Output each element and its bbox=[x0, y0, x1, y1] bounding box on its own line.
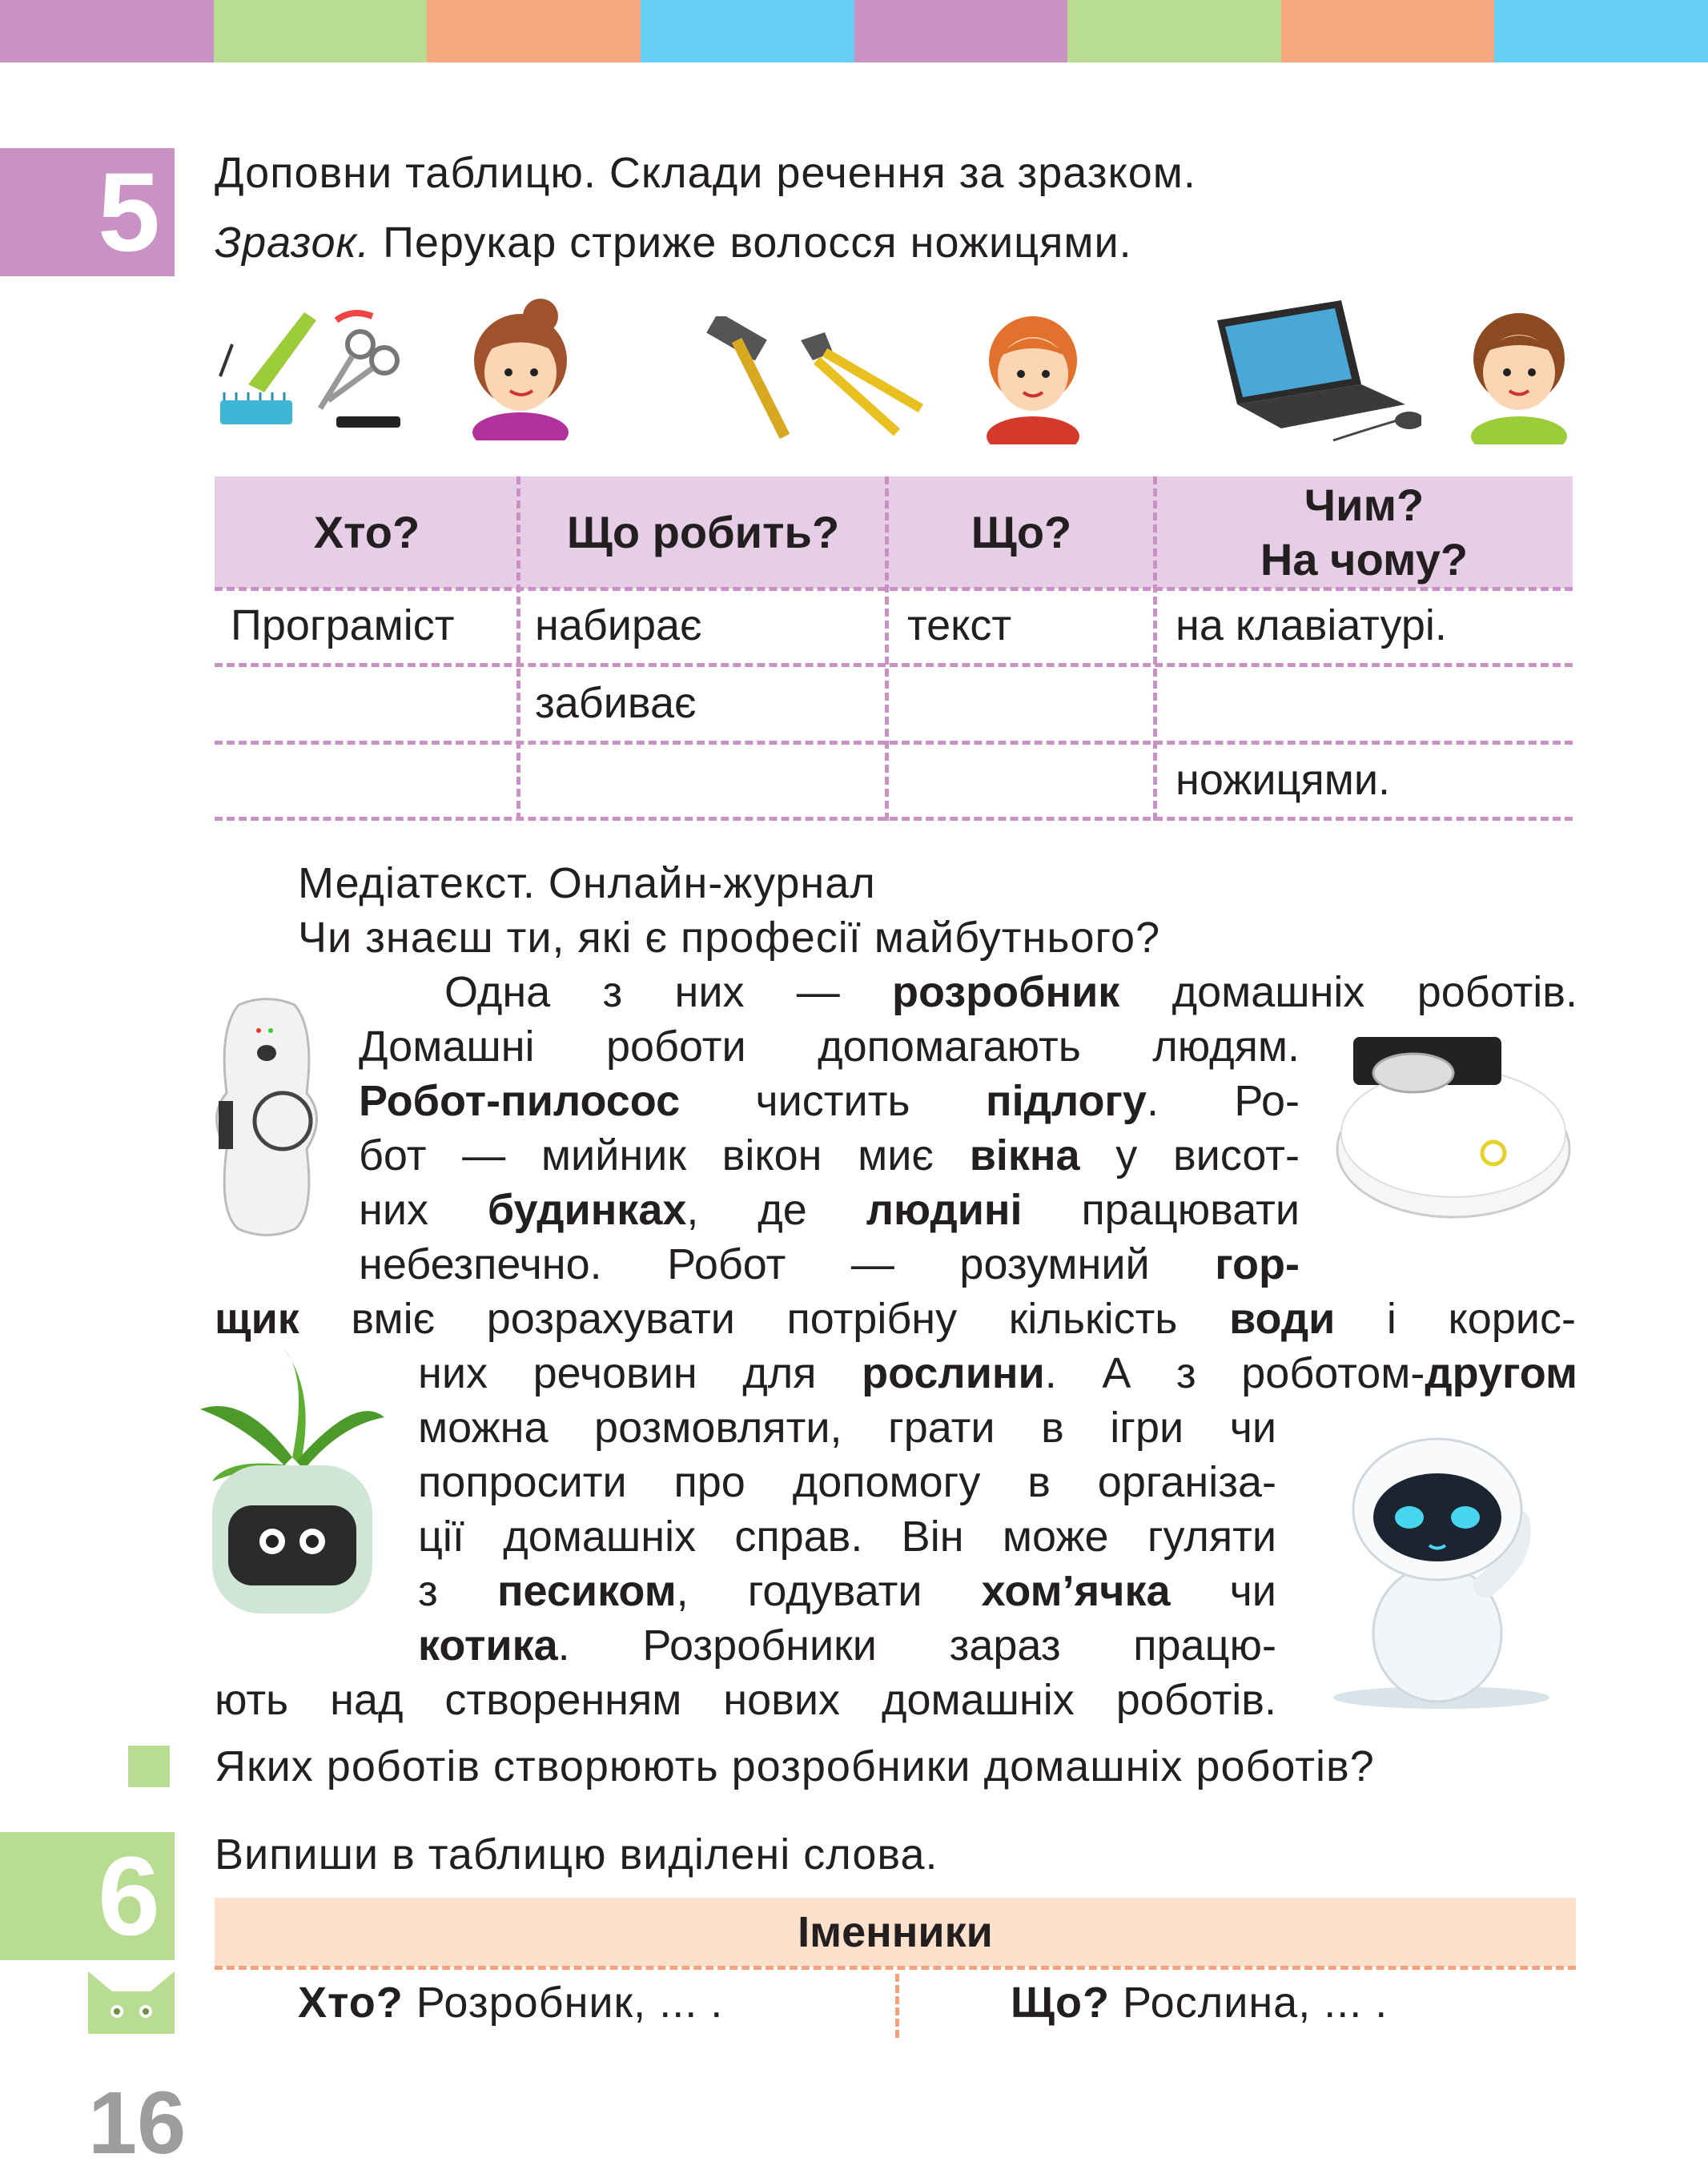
article-line: ції домашніх справ. Він може гуляти bbox=[418, 1513, 1276, 1561]
nouns-table-header: Іменники bbox=[215, 1898, 1576, 1967]
robot-vacuum-icon bbox=[1333, 1029, 1573, 1225]
media-question: Чи знаєш ти, які є професії майбутнього? bbox=[298, 914, 1161, 962]
boy-programmer-icon bbox=[1461, 296, 1577, 444]
stripe bbox=[1494, 0, 1708, 62]
smart-plant-pot-robot-icon bbox=[196, 1345, 388, 1617]
row-divider bbox=[215, 741, 1573, 745]
who-value[interactable]: Розробник, ... . bbox=[416, 1979, 724, 2027]
what-label: Що? bbox=[1011, 1979, 1110, 2027]
article-line: Робот-пилосос чистить підлогу. Ро- bbox=[359, 1077, 1300, 1125]
header-with-what bbox=[1155, 476, 1573, 589]
girl-hairdresser-icon bbox=[460, 296, 581, 440]
header-color-stripes bbox=[0, 0, 1708, 62]
exercise-5-badge: 5 bbox=[0, 148, 175, 276]
header-what: Що? bbox=[971, 507, 1072, 557]
exercise-6-badge: 6 bbox=[0, 1832, 175, 1960]
stripe bbox=[427, 0, 641, 62]
row-divider bbox=[215, 817, 1573, 821]
article-line: небезпечно. Робот — розумний гор- bbox=[359, 1240, 1300, 1288]
stripe bbox=[641, 0, 854, 62]
header-what-does: Що робить? bbox=[566, 507, 840, 557]
table-cell: забиває bbox=[535, 679, 697, 727]
header-with-what-line1: Чим? bbox=[1304, 480, 1425, 530]
laptop-and-mouse-icon bbox=[1213, 296, 1421, 444]
cat-face-icon bbox=[88, 1971, 175, 2034]
exercise-5-sample bbox=[215, 218, 1132, 267]
table-cell: набирає bbox=[535, 601, 702, 649]
column-divider bbox=[885, 476, 889, 821]
window-cleaning-robot-icon bbox=[207, 997, 327, 1237]
sample-label: Зразок. bbox=[215, 219, 371, 267]
boy-worker-icon bbox=[977, 300, 1089, 444]
article-line: них будинках, де людині працювати bbox=[359, 1186, 1300, 1234]
article-line: ють над створенням нових домашніх роботів. bbox=[215, 1676, 1276, 1724]
sample-text: Перукар стриже волосся ножицями. bbox=[383, 219, 1132, 267]
article-line: з песиком, годувати хом’ячка чи bbox=[418, 1567, 1276, 1615]
column-divider bbox=[1153, 476, 1157, 821]
article-line: бот — мийник вікон миє вікна у висот- bbox=[359, 1131, 1300, 1179]
table-cell: Програміст bbox=[231, 601, 455, 649]
header-on-what-line2: На чому? bbox=[1260, 534, 1469, 585]
article-line: котика. Розробники зараз працю- bbox=[418, 1621, 1276, 1670]
who-label: Хто? bbox=[298, 1979, 404, 2027]
article-line: Одна з них — розробник домашніх роботів. bbox=[444, 968, 1577, 1016]
exercise-6-instruction: Випиши в таблицю виділені слова. bbox=[215, 1830, 938, 1879]
what-row bbox=[1011, 1978, 1388, 2027]
page-number: 16 bbox=[88, 2074, 187, 2172]
stripe bbox=[1281, 0, 1495, 62]
row-divider bbox=[215, 663, 1573, 667]
friend-robot-icon bbox=[1333, 1433, 1553, 1710]
column-divider bbox=[895, 1974, 899, 2038]
hammer-and-pliers-icon bbox=[705, 316, 929, 444]
row-divider bbox=[215, 587, 1573, 591]
table-cell: текст bbox=[907, 601, 1012, 649]
table-cell: на клавіатурі. bbox=[1176, 601, 1447, 649]
column-divider bbox=[516, 476, 520, 821]
exercise-5-instruction: Доповни таблицю. Склади речення за зразком. bbox=[215, 149, 1196, 197]
hairdresser-tools-icon bbox=[216, 296, 416, 440]
header-who: Хто? bbox=[313, 507, 420, 557]
stripe bbox=[854, 0, 1068, 62]
what-value[interactable]: Рослина, ... . bbox=[1123, 1979, 1389, 2027]
article-line: Домашні роботи допомагають людям. bbox=[359, 1023, 1300, 1071]
article-line: них речовин для рослини. А з роботом-другом bbox=[418, 1349, 1577, 1397]
who-row bbox=[298, 1978, 723, 2027]
article-line: щик вміє розрахувати потрібну кількість води і корис- bbox=[215, 1295, 1576, 1343]
table-cell: ножицями. bbox=[1176, 756, 1390, 804]
article-line: можна розмовляти, грати в ігри чи bbox=[418, 1404, 1276, 1452]
article-line: попросити про допомогу в організа- bbox=[418, 1458, 1276, 1506]
stripe bbox=[214, 0, 428, 62]
stripe bbox=[0, 0, 214, 62]
followup-question: Яких роботів створюють розробники домашніх роботів? bbox=[215, 1742, 1375, 1790]
question-marker bbox=[128, 1746, 170, 1787]
media-title: Медіатекст. Онлайн-журнал bbox=[298, 859, 876, 907]
row-divider bbox=[215, 1966, 1576, 1970]
stripe bbox=[1067, 0, 1281, 62]
